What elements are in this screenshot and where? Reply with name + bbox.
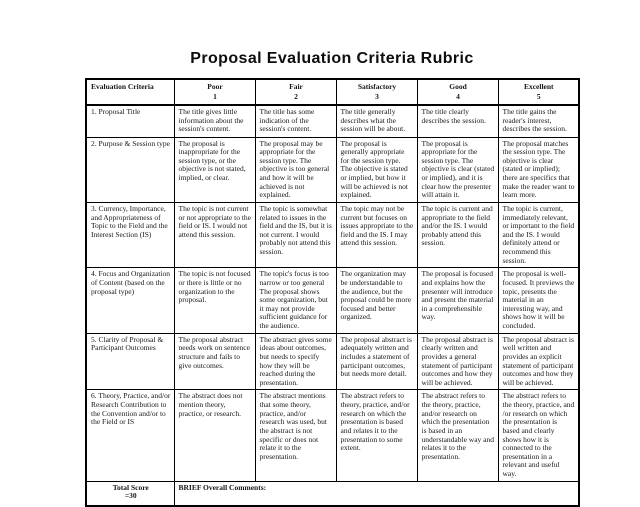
col-header-label: Poor <box>207 82 223 91</box>
col-header-score: 3 <box>375 91 379 101</box>
cell-excellent: The abstract refers to the theory, practice, and /or research on which the presentation is based and clearly shows how it is connected to the presentation in a relevant and useful way. <box>498 390 579 481</box>
cell-excellent: The proposal abstract is well written and provides an explicit statement of participant outcomes and how they will be achieved. <box>498 333 579 390</box>
cell-poor: The abstract does not mention theory, practice, or research. <box>174 390 255 481</box>
total-score-label: Total Score <box>112 482 149 492</box>
cell-excellent: The proposal matches the session type. The objective is clear (stated or implied); there are specifics that make the reader want to learn more. <box>498 137 579 202</box>
col-header-good <box>417 79 498 105</box>
cell-excellent: The proposal is well-focused. It previews the topic, presents the material in an interesting way, and shows how it will be concluded. <box>498 268 579 333</box>
col-header-poor <box>174 79 255 105</box>
cell-satisfactory: The proposal abstract is adequately written and includes a statement of participant outcomes, but needs more detail. <box>336 333 417 390</box>
rubric-row-2 <box>86 137 579 202</box>
cell-satisfactory: The proposal is generally appropriate for the session type. The objective is stated or implied, but how it will be achieved is not explained. <box>336 137 417 202</box>
cell-excellent: The topic is current, immediately relevant, or important to the field and the IS. I would definitely attend or recommend this session. <box>498 202 579 267</box>
criteria-cell: 5. Clarity of Proposal & Participant Outcomes <box>86 333 174 390</box>
overall-comments-cell: BRIEF Overall Comments: <box>174 481 579 506</box>
rubric-row-4 <box>86 268 579 333</box>
page-title: Proposal Evaluation Criteria Rubric <box>190 50 474 67</box>
criteria-cell: 4. Focus and Organization of Content (based on the proposal type) <box>86 268 174 333</box>
cell-good: The proposal abstract is clearly written and provides a general statement of participant outcomes and how they will be achieved. <box>417 333 498 390</box>
cell-fair: The title has some indication of the session's content. <box>255 105 336 137</box>
cell-poor: The proposal abstract needs work on sentence structure and fails to give outcomes. <box>174 333 255 390</box>
col-header-fair <box>255 79 336 105</box>
cell-satisfactory: The topic may not be current but focuses on issues appropriate to the field and the IS. I may attend this session. <box>336 202 417 267</box>
cell-fair: The abstract mentions that some theory, practice, and/or research was used, but the abstract is not specific or does not relate it to the presentation. <box>255 390 336 481</box>
criteria-cell: 1. Proposal Title <box>86 105 174 137</box>
col-header-satisfactory <box>336 79 417 105</box>
rubric-row-3 <box>86 202 579 267</box>
cell-good: The topic is current and appropriate to the field and/or the IS. I would probably attend this session. <box>417 202 498 267</box>
col-header-score: 2 <box>294 91 298 101</box>
total-score-cell <box>86 481 174 506</box>
cell-fair: The topic's focus is too narrow or too general The proposal shows some organization, but it may not provide sufficient guidance for the audience. <box>255 268 336 333</box>
cell-good: The proposal is appropriate for the session type. The objective is clear (stated or implied), and it is clear how the presenter will attain it. <box>417 137 498 202</box>
col-header-label: Evaluation Criteria <box>91 82 154 91</box>
criteria-cell: 2. Purpose & Session type <box>86 137 174 202</box>
cell-poor: The title gives little information about the session's content. <box>174 105 255 137</box>
col-header-score: 1 <box>213 91 217 101</box>
rubric-table <box>85 78 580 507</box>
cell-poor: The proposal is inappropriate for the session type, or the objective is not stated, implied, or clear. <box>174 137 255 202</box>
cell-poor: The topic is not current or not appropriate to the field or IS. I would not attend this session. <box>174 202 255 267</box>
cell-fair: The proposal may be appropriate for the session type. The objective is too general and how it will be achieved is not explained. <box>255 137 336 202</box>
col-header-label: Excellent <box>523 82 554 91</box>
cell-poor: The topic is not focused or there is little or no organization to the proposal. <box>174 268 255 333</box>
footer-row <box>86 481 579 506</box>
col-header-label: Good <box>449 82 467 91</box>
cell-satisfactory: The organization may be understandable to the audience, but the proposal could be more focused and better organized. <box>336 268 417 333</box>
rubric-row-6 <box>86 390 579 481</box>
cell-satisfactory: The title generally describes what the session will be about. <box>336 105 417 137</box>
col-header-score: 4 <box>456 91 460 101</box>
criteria-cell: 6. Theory, Practice, and/or Research Contribution to the Convention and/or to the Field or IS <box>86 390 174 481</box>
header-row <box>86 79 579 105</box>
col-header-evaluation-criteria <box>86 79 174 105</box>
cell-fair: The abstract gives some ideas about outcomes, but needs to specify how they will be reached during the presentation. <box>255 333 336 390</box>
cell-good: The abstract refers to the theory, practice, and/or research on which the presentation is based in an understandable way and relates it to the presentation. <box>417 390 498 481</box>
cell-fair: The topic is somewhat related to issues in the field and the IS, but it is not current. I would probably not attend this session. <box>255 202 336 267</box>
cell-excellent: The title gains the reader's interest, describes the session. <box>498 105 579 137</box>
col-header-label: Fair <box>289 82 303 91</box>
cell-good: The title clearly describes the session. <box>417 105 498 137</box>
col-header-score: 5 <box>536 91 541 101</box>
cell-satisfactory: The abstract refers to theory, practice, and/or research on which the presentation is based and relates it to the presentation to some extent. <box>336 390 417 481</box>
col-header-excellent <box>498 79 579 105</box>
cell-good: The proposal is focused and explains how the presenter will introduce and present the material in a comprehensible way. <box>417 268 498 333</box>
rubric-row-1 <box>86 105 579 137</box>
rubric-row-5 <box>86 333 579 390</box>
total-score-value: =30 <box>124 491 137 501</box>
col-header-label: Satisfactory <box>357 82 397 91</box>
criteria-cell: 3. Currency, Importance, and Appropriateness of Topic to the Field and the Interest Section (IS) <box>86 202 174 267</box>
